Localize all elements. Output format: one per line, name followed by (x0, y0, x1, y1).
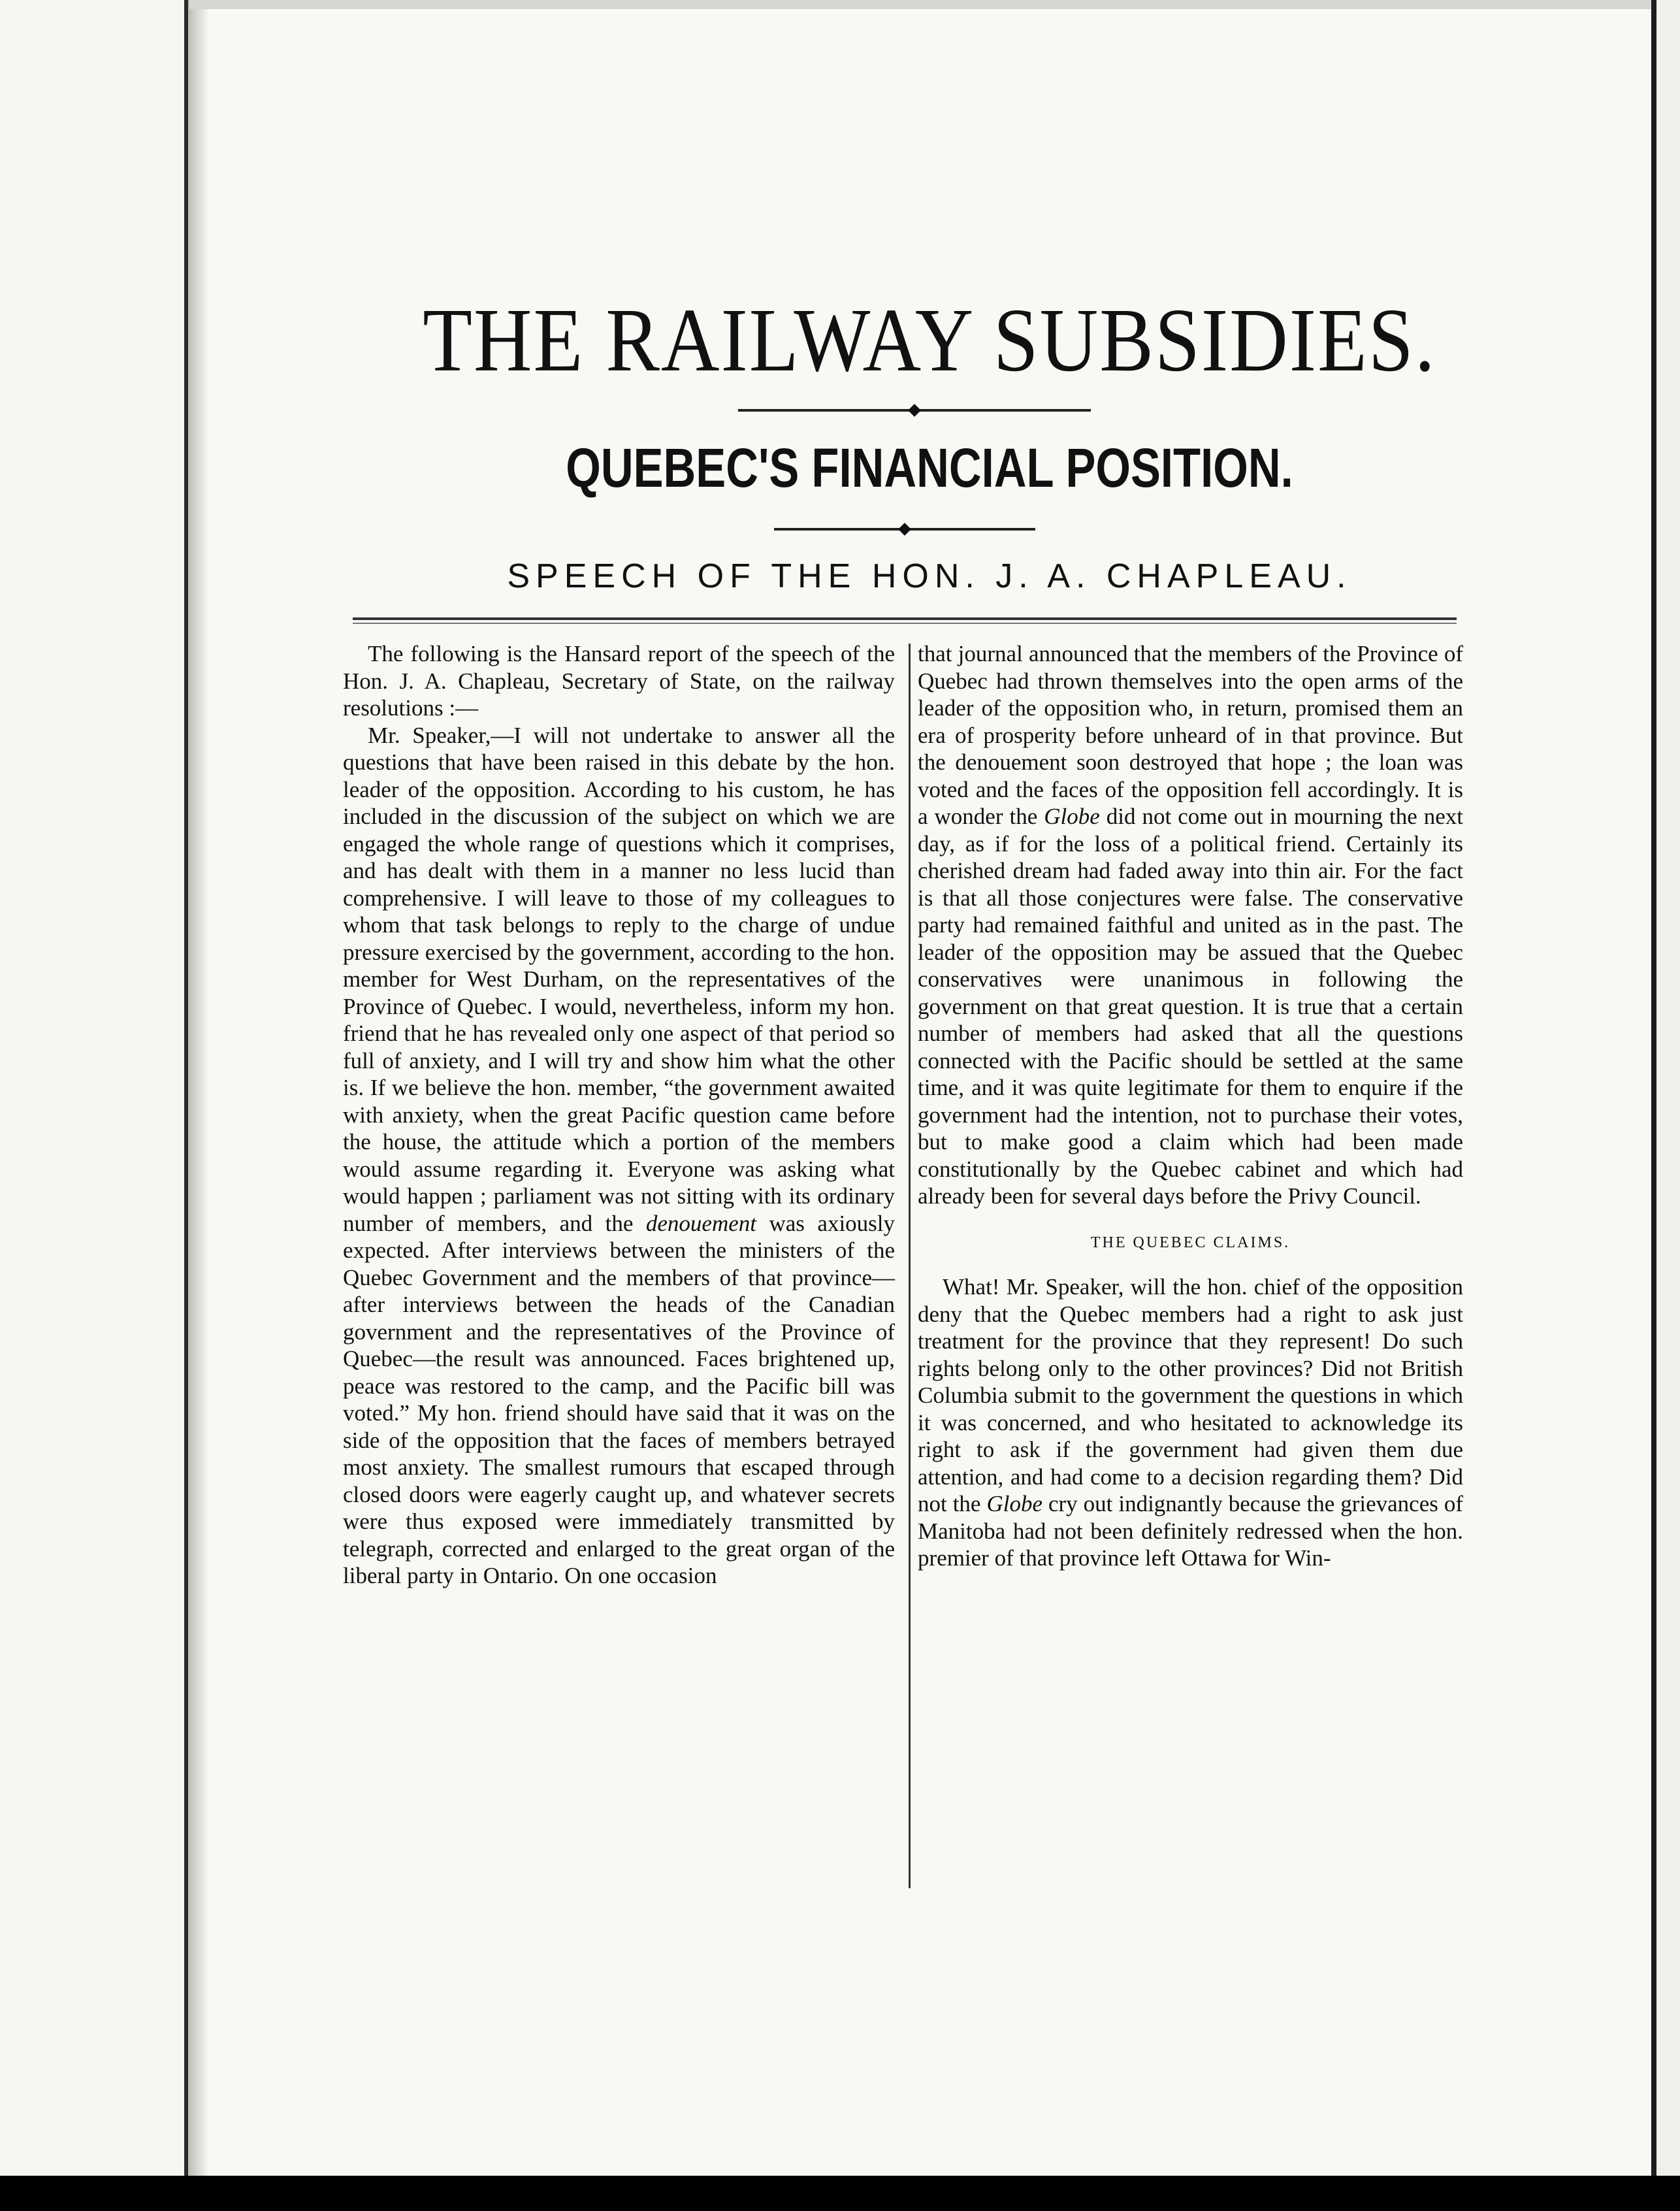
column-divider (909, 644, 911, 1888)
speech-paragraph-1-text-a: Mr. Speaker,—I will not undertake to answer all the questions that have been raised in this debate by the hon. leader of the opposition. According to his custom, he has included in the discussion of the subject on which we are engaged the whole range of questions which it comprises, and has dealt with them in a manner no less lucid than comprehensive. I will leave to those of my colleagues to whom that task belongs to reply to the charge of undue pressure exercised by the government, according to the hon. member for West Durham, on the representatives of the Province of Quebec. I would, nevertheless, inform my hon. friend that he has revealed only one aspect of that period so full of anxiety, and I will try and show him what the other is. If we believe the hon. member, “the government awaited with anxiety, when the great Pacific question came before the house, the attitude which a portion of the members would assume regarding it. Everyone was asking what would happen ; parliament was not sitting with its ordinary number of members, and the (343, 722, 895, 1236)
page-top-edge (189, 0, 1653, 9)
quebec-claims-text-a: What! Mr. Speaker, will the hon. chief of the opposition deny that the Quebec members had a right to ask just treatment for the province that they represent! Do such rights belong only to the other provinces? Did not British Columbia submit to the government the questions in which it was concerned, and who hesitated to acknowledge its right to ask if the government had given them due attention, and had come to a decision regarding them? Did not the (918, 1274, 1463, 1516)
section-heading-quebec-claims: THE QUEBEC CLAIMS. (1090, 1234, 1291, 1251)
header-divider-thin (353, 623, 1457, 624)
continuation-paragraph (918, 640, 1463, 1210)
page-right-border (1651, 0, 1656, 2176)
quebec-claims-paragraph (918, 1273, 1463, 1572)
left-column (343, 640, 895, 1590)
continuation-text-a: that journal announced that the members of the Province of Quebec had thrown themselves into the open arms of the leader of the opposition who, in return, promised them an era of prosperity before unheard of in that province. But the denouement soon destroyed that hope ; the loan was voted and the faces of the opposition fell accordingly. It is a wonder the (918, 641, 1463, 829)
document-subtitle: QUEBEC'S FINANCIAL POSITION. (566, 437, 1293, 499)
right-column (918, 640, 1463, 1572)
quebec-claims-text-b: cry out indignantly because the grievances of Manitoba had not been definitely redressed when the hon. premier of that province left Ottawa for Win- (918, 1491, 1464, 1571)
italic-term-globe-2: Globe (986, 1491, 1042, 1516)
gutter-shadow (188, 0, 208, 2176)
speech-paragraph-1-text-b: was axiously expected. After interviews between the ministers of the Quebec Government and the members of that province—after interviews between the heads of the Canadian government and the representatives of the Province of Quebec—the result was announced. Faces brightened up, peace was restored to the camp, and the Pacific bill was voted.” My hon. friend should have said that it was on the side of the opposition that the faces of members betrayed most anxiety. The smallest rumours that escaped through closed doors were eagerly caught up, and whatever secrets were thus exposed were immediately transmitted by telegraph, corrected and enlarged to the great organ of the liberal party in Ontario. On one occasion (343, 1210, 896, 1588)
ornament-rule-bottom (774, 528, 1035, 531)
italic-term-denouement: denouement (645, 1210, 756, 1236)
italic-term-globe-1: Globe (1044, 804, 1100, 829)
speech-paragraph-1 (343, 722, 895, 1590)
ornament-rule-top (738, 409, 1091, 412)
speech-heading: SPEECH OF THE HON. J. A. CHAPLEAU. (507, 557, 1352, 595)
header-divider (353, 617, 1457, 620)
previous-page-edge (0, 0, 189, 2176)
document-title: THE RAILWAY SUBSIDIES. (423, 289, 1436, 391)
intro-paragraph: The following is the Hansard report of the speech of the Hon. J. A. Chapleau, Secretary of State, on the railway resolutions :— (343, 641, 895, 721)
continuation-text-b: did not come out in mourning the next day, as if for the loss of a political friend. Certainly its cherished dream had faded away into thin air. For the fact is that all those conjectures were false. The conservative party had remained faithful and united as in the past. The leader of the opposition may be assued that the Quebec conservatives were unanimous in following the government on that great question. It is true that a certain number of members had asked that all the questions connected with the Pacific should be settled at the same time, and it was quite legitimate for them to enquire if the government had the intention, not to purchase their votes, but to make good a claim which had been made constitutionally by the Quebec cabinet and which had already been for several days before the Privy Council. (918, 804, 1464, 1209)
next-page-edge (1656, 0, 1680, 2176)
